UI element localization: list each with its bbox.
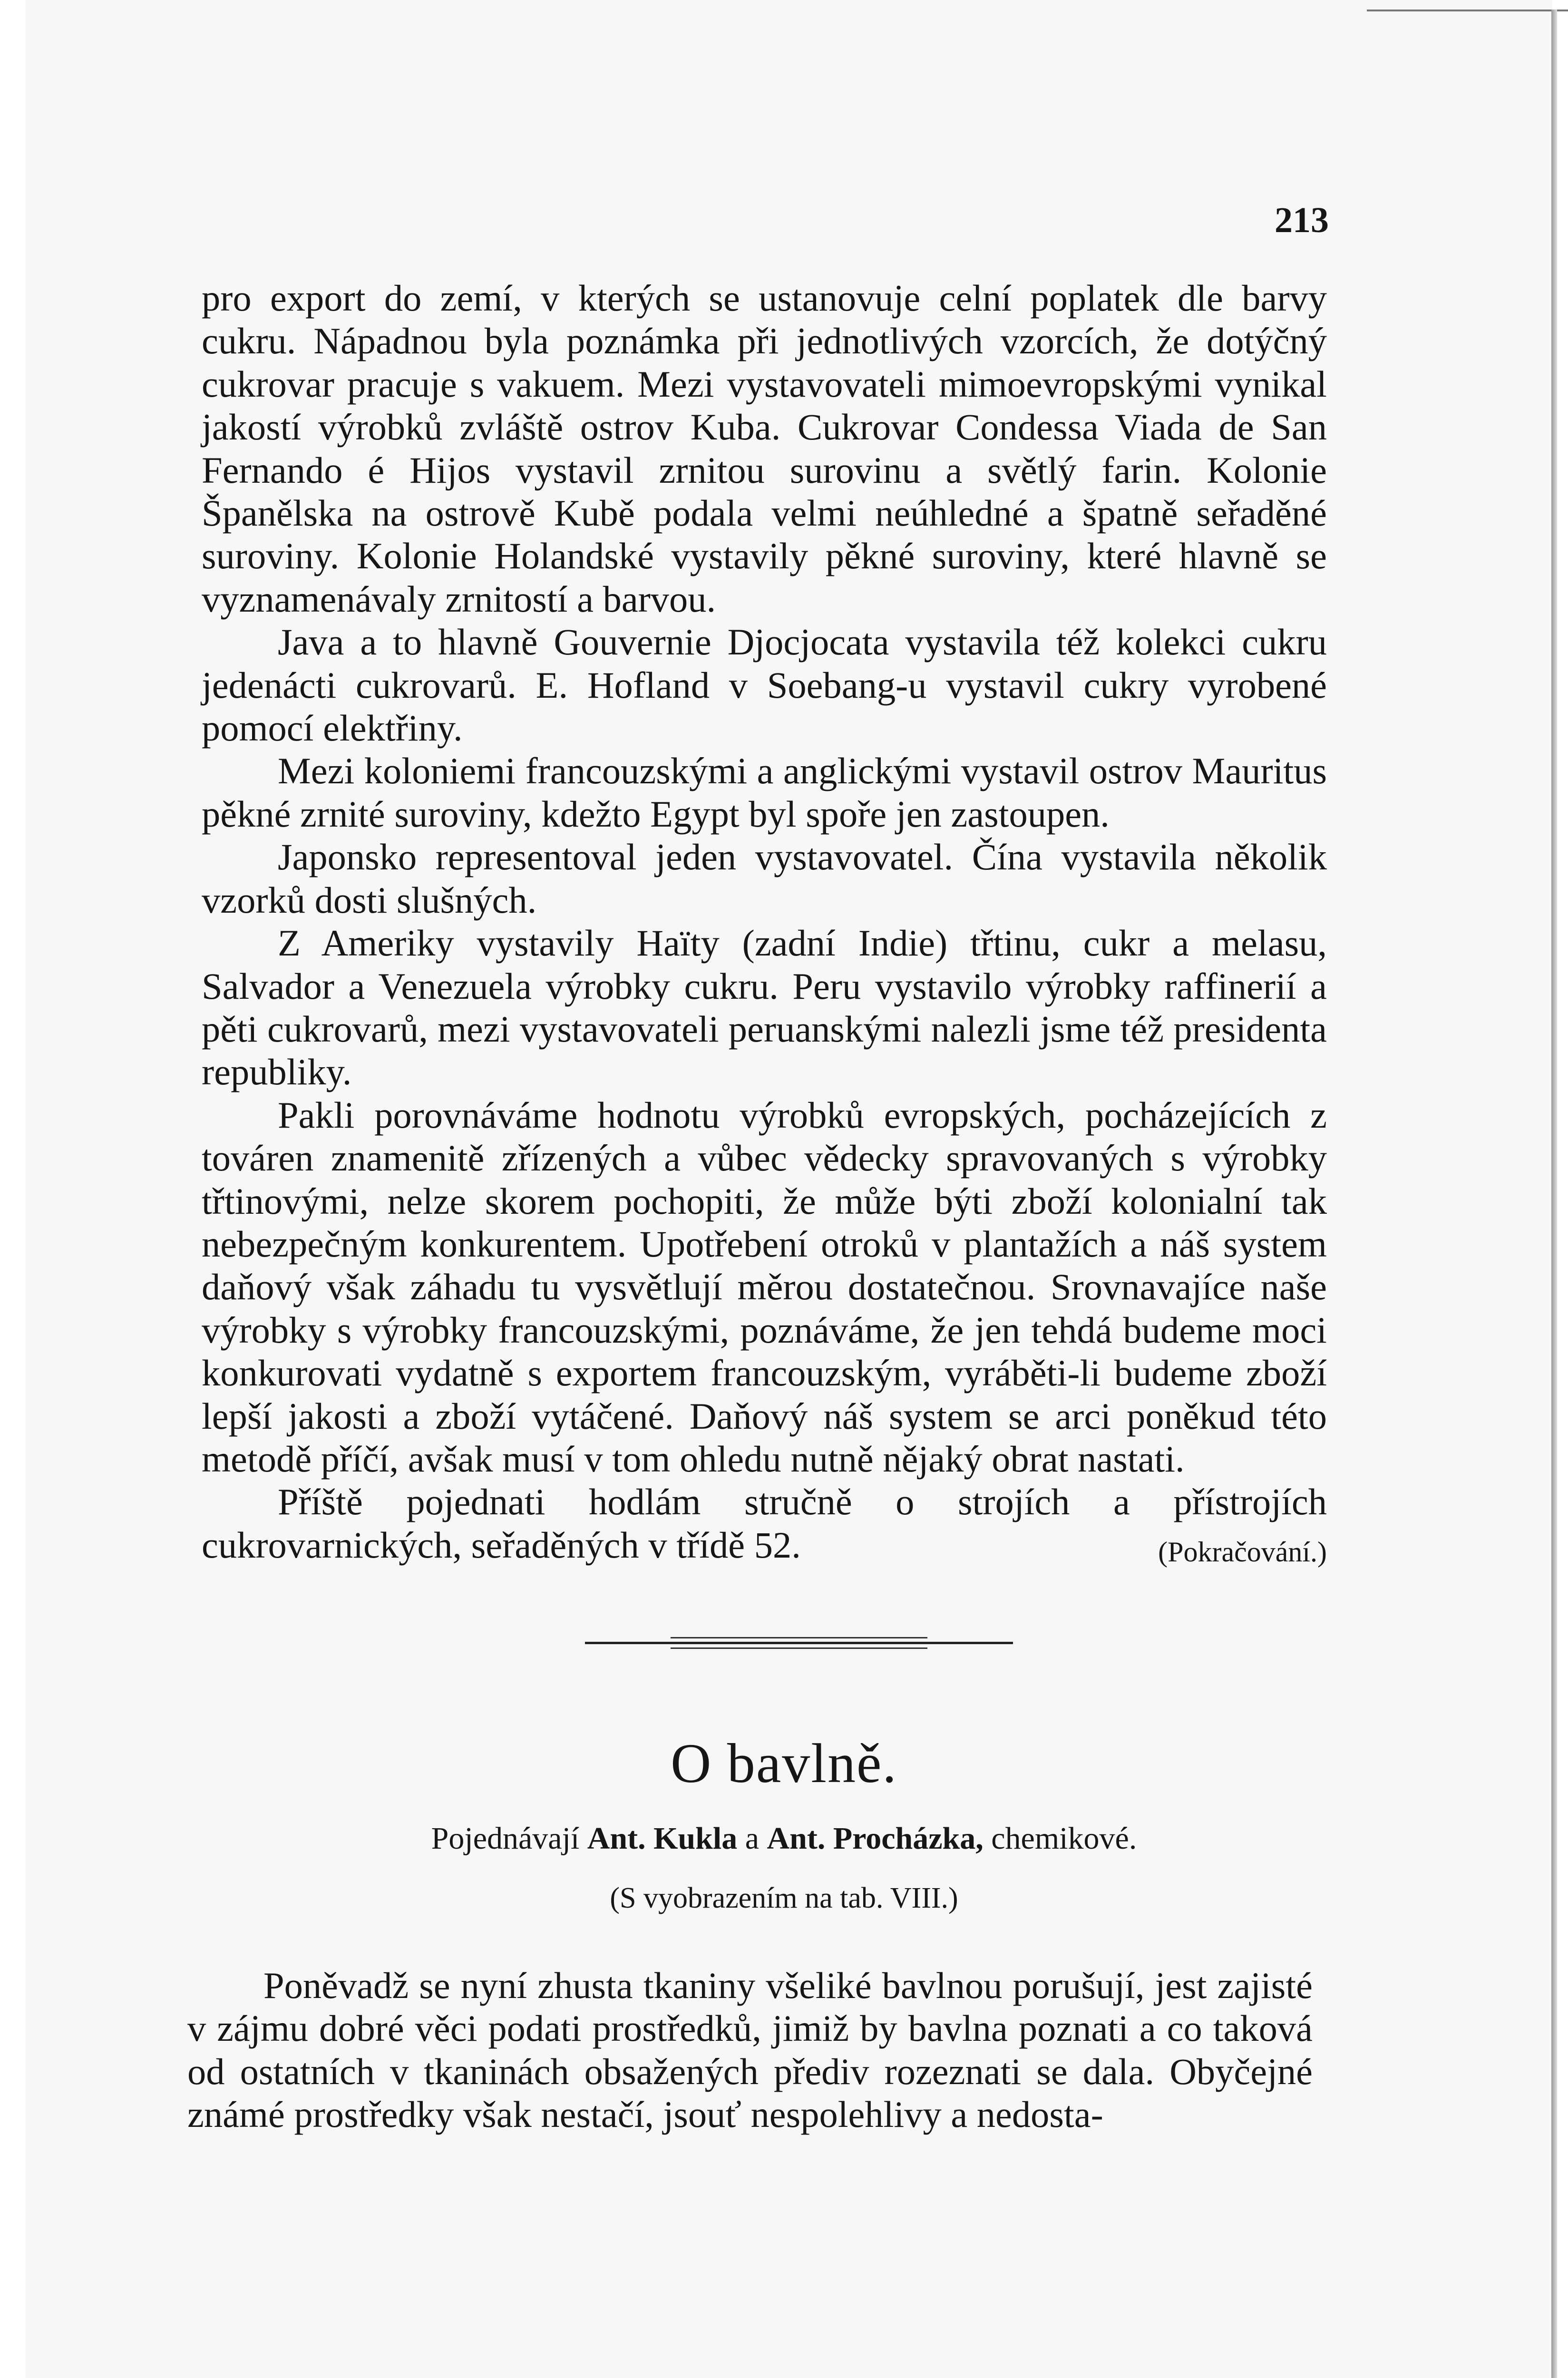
paragraph-4: Japonsko representoval jeden vystavovatel. Čína vystavila několik vzorků dosti slušných. — [202, 836, 1327, 921]
divider-line-top — [671, 1637, 927, 1638]
paragraph-7 — [202, 1481, 1327, 1567]
paragraph-6: Pakli porovnáváme hodnotu výrobků evropských, pocházejících z továren znamenitě zřízených a vůbec vědecky spravovaných s výrobky třtinovými, nelze skorem pochopiti, že může býti zboží kolonialní tak nebezpečným konkurentem. Upotřebení otroků v plantažích a náš system daňový však záhadu tu vysvětlují měrou dostatečnou. Srovnavajíce naše výrobky s výrobky francouzskými, poznáváme, že jen tehdá budeme moci konkurovati vydatně s exportem francouzským, vyráběti-li budeme zboží lepší jakosti a zboží vytáčené. Daňový náš system se arci poněkud této metodě příčí, avšak musí v tom ohledu nutně nějaký obrat nastati. — [202, 1094, 1327, 1480]
paragraph-2: Java a to hlavně Gouvernie Djocjocata vystavila též kolekci cukru jedenácti cukrovarů. E. Hofland v Soebang-u vystavil cukry vyrobené pomocí elektřiny. — [202, 621, 1327, 749]
paragraph-5: Z Ameriky vystavily Haïty (zadní Indie) třtinu, cukr a melasu, Salvador a Venezuela výrobky cukru. Peru vystavilo výrobky raffinerií a pěti cukrovarů, mezi vystavovateli peruanskými nalezli jsme též presidenta republiky. — [202, 922, 1327, 1093]
section-body — [187, 1964, 1313, 2136]
section-divider — [585, 1636, 1013, 1650]
article-continuation — [202, 277, 1327, 1573]
section-title: O bavlně. — [671, 1732, 897, 1794]
paragraph-3: Mezi koloniemi francouzskými a anglickými vystavil ostrov Mauritus pěkné zrnité suroviny, kdežto Egypt byl spoře jen zastoupen. — [202, 750, 1327, 835]
byline-and: a — [745, 1821, 759, 1856]
illustration-note: (S vyobrazením na tab. VIII.) — [610, 1882, 958, 1914]
scan-margin — [0, 0, 26, 2378]
byline-prefix: Pojednávají — [431, 1821, 580, 1856]
page-number: 213 — [1275, 200, 1329, 240]
paragraph-1: pro export do zemí, v kterých se ustanovuje celní poplatek dle barvy cukru. Nápadnou byla poznámka při jednotlivých vzorcích, že dotýčný cukrovar pracuje s vakuem. Mezi vystavovateli mimoevropskými vynikal jakostí výrobků zvláště ostrov Kuba. Cukrovar Condessa Viada de San Fernando é Hijos vystavil zrnitou surovinu a světlý farin. Kolonie Španělska na ostrově Kubě podala velmi neúhledné a špatně seřaděné suroviny. Kolonie Holandské vystavily pěkné suroviny, které hlavně se vyznamenávaly zrnitostí a barvou. — [202, 277, 1327, 620]
page-edge-right — [1551, 10, 1557, 2378]
divider-line-main — [585, 1642, 1013, 1644]
continuation-note: (Pokračování.) — [1158, 1536, 1327, 1568]
section-intro-paragraph: Poněvadž se nyní zhusta tkaniny všeliké bavlnou porušují, jest zajisté v zájmu dobré věci podati prostředků, jimiž by bavlna poznati a co taková od ostatních v tkaninách obsažených přediv rozeznati se dala. Obyčejné známé prostředky však nestačí, jsouť nespolehlivy a nedosta- — [187, 1965, 1313, 2135]
author-2: Ant. Procházka, — [767, 1821, 984, 1856]
byline-suffix: chemikové. — [991, 1821, 1137, 1856]
paragraph-7-text: Příště pojednati hodlám stručně o strojích a přístrojích cukrovarnických, seřaděných v třídě 52. — [202, 1481, 1327, 1566]
page-edge-top — [1367, 10, 1568, 21]
divider-line-bottom — [671, 1647, 927, 1649]
byline — [0, 1821, 1568, 1857]
author-1: Ant. Kukla — [587, 1821, 738, 1856]
